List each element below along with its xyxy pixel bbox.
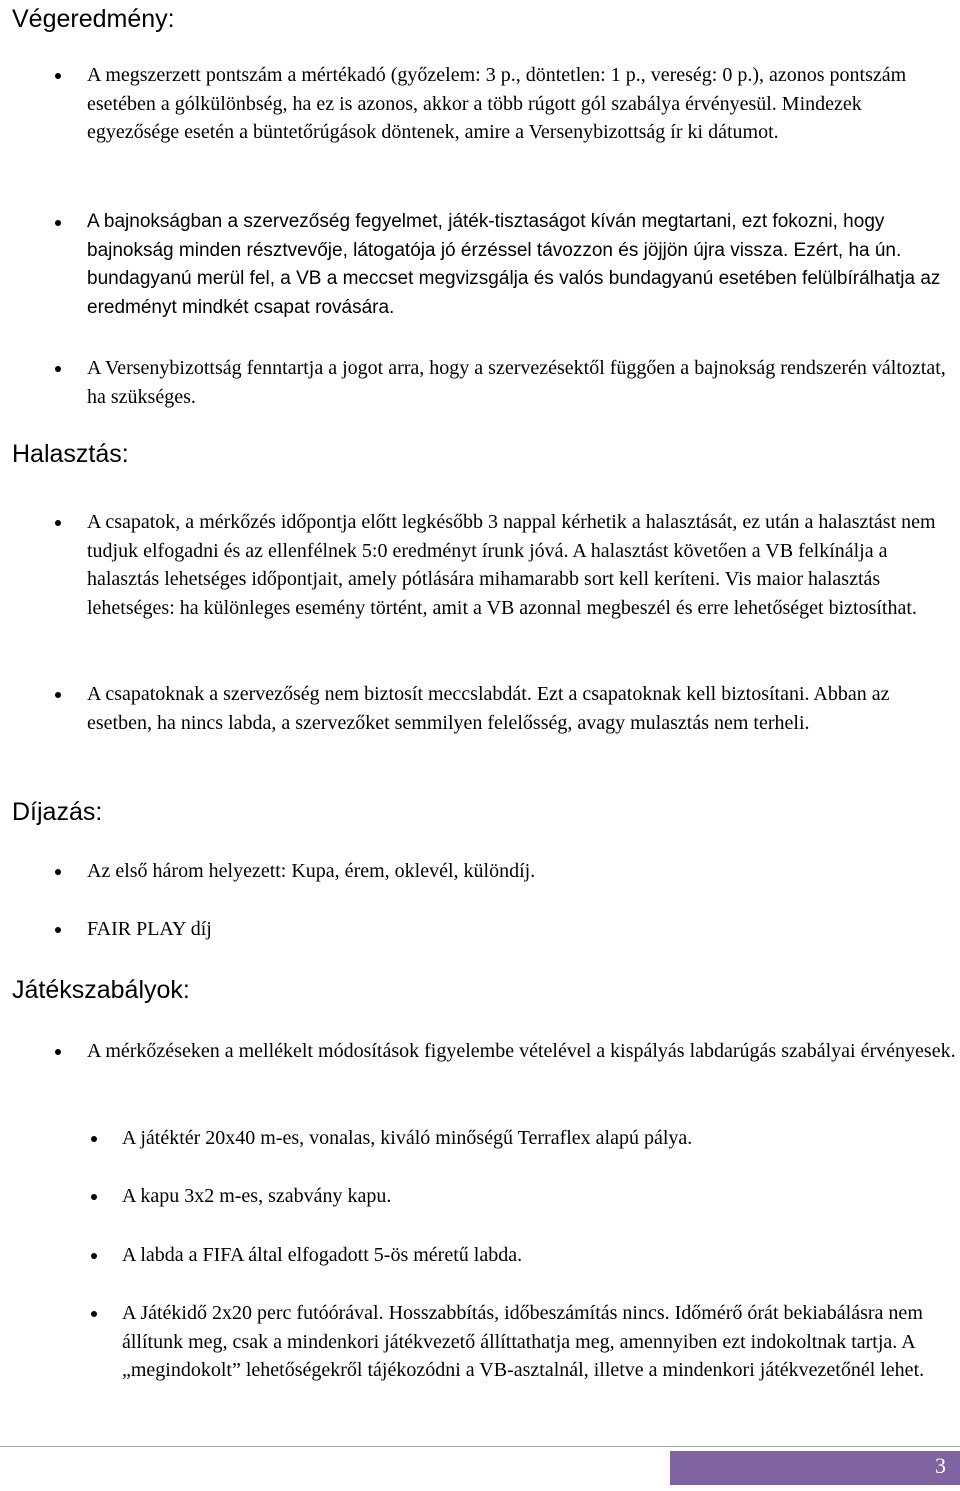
- footer-accent-bar: [670, 1451, 960, 1485]
- list-item-text: FAIR PLAY díj: [87, 918, 212, 940]
- heading-jatekszabalyok: Játékszabályok:: [12, 976, 190, 1004]
- list-item-text: A mérkőzéseken a mellékelt módosítások figyelembe vételével a kispályás labdarúgás szabályai érvényesek.: [87, 1040, 956, 1062]
- heading-halasztas: Halasztás:: [12, 440, 129, 468]
- list-item-text: A megszerzett pontszám a mértékadó (győzelem: 3 p., döntetlen: 1 p., vereség: 0 p.), azonos pontszám esetében a gólkülönbség, ha ez is azonos, akkor a több rúgott gól szabálya érvényesül. Mindezek egyezősége esetén a büntetőrúgások döntenek, amire a Versenybizottság ír ki dátumot.: [87, 64, 907, 143]
- list-item-text: A csapatok, a mérkőzés időpontja előtt legkésőbb 3 nappal kérhetik a halasztását, ez után a halasztást nem tudjuk elfogadni és az ellenfélnek 5:0 eredményt írunk jóvá. A halasztást követően a VB felkínálja a halasztás lehetséges időpontjait, amely pótlására mihamarabb sort kell keríteni. Vis maior halasztás lehetséges: ha különleges esemény történt, amit a VB azonnal megbeszél és erre lehetőséget biztosíthat.: [87, 511, 936, 619]
- bullet-icon: [91, 1136, 97, 1142]
- bullet-icon: [55, 927, 61, 933]
- list-item-text: A csapatoknak a szervezőség nem biztosít meccslabdát. Ezt a csapatoknak kell biztosítani. Abban az esetben, ha nincs labda, a szervezőket semmilyen felelősség, avagy mulasztás nem terheli.: [87, 683, 890, 734]
- list-item-text: Az első három helyezett: Kupa, érem, oklevél, különdíj.: [87, 860, 536, 882]
- bullet-icon: [55, 73, 61, 79]
- list-item-text: A bajnokságban a szervezőség fegyelmet, játék-tisztaságot kíván megtartani, ezt fokozni, hogy bajnokság minden résztvevője, látogatója jó érzéssel távozzon és jöjjön újra vissza. Ezért, ha ún. bundagyanú merül fel, a VB a meccset megvizsgálja és valós bundagyanú esetében felülbírálhatja az eredményt mindkét csapat rovására.: [87, 211, 941, 318]
- list-item-text: A labda a FIFA által elfogadott 5-ös méretű labda.: [122, 1244, 523, 1266]
- bullet-icon: [55, 1049, 61, 1055]
- list-item-text: A Játékidő 2x20 perc futóórával. Hosszabbítás, időbeszámítás nincs. Időmérő órát bekiabálásra nem állítunk meg, csak a mindenkori játékvezető állíttathatja meg, amennyiben ezt indokoltnak tartja. A „megindokolt” lehetőségekről tájékozódni a VB-asztalnál, illetve a mindenkori játékvezetőnél lehet.: [122, 1302, 925, 1381]
- list-item-text: A Versenybizottság fenntartja a jogot arra, hogy a szervezésektől függően a bajnokság rendszerén változtat, ha szükséges.: [87, 357, 946, 408]
- bullet-icon: [91, 1311, 97, 1317]
- bullet-icon: [55, 366, 61, 372]
- bullet-icon: [91, 1253, 97, 1259]
- bullet-icon: [55, 520, 61, 526]
- page-number: 3: [935, 1453, 946, 1478]
- heading-dijazas: Díjazás:: [12, 798, 103, 826]
- list-item-text: A kapu 3x2 m-es, szabvány kapu.: [122, 1185, 392, 1207]
- bullet-icon: [55, 692, 61, 698]
- heading-vegeredmeny: Végeredmény:: [12, 5, 175, 33]
- footer-divider: [0, 1446, 960, 1447]
- bullet-icon: [55, 869, 61, 875]
- bullet-icon: [91, 1194, 97, 1200]
- list-item-text: A játéktér 20x40 m-es, vonalas, kiváló minőségű Terraflex alapú pálya.: [122, 1127, 693, 1149]
- bullet-icon: [55, 220, 61, 226]
